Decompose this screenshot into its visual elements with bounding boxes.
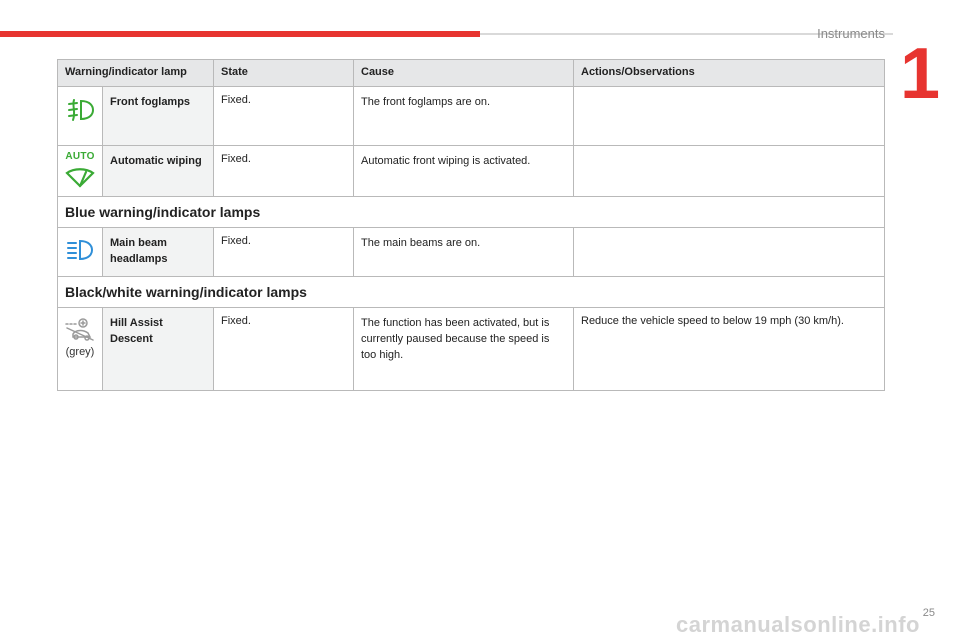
- lamp-icon-cell: [58, 87, 103, 146]
- lamp-action: [574, 146, 885, 197]
- table-row: [58, 228, 885, 277]
- header-accent-bar: [0, 31, 480, 37]
- table-row: [58, 308, 885, 391]
- column-header: Warning/indicator lamp: [58, 60, 214, 87]
- column-header: Actions/Observations: [574, 60, 885, 87]
- front-foglamp-icon: [65, 97, 95, 123]
- lamp-state: Fixed.: [214, 308, 354, 391]
- lamp-action: [574, 228, 885, 277]
- lamp-name: Automatic wiping: [103, 146, 214, 197]
- table-header-row: [58, 60, 885, 87]
- warning-lamps-table: [57, 59, 885, 391]
- auto-label: AUTO: [65, 151, 95, 162]
- lamp-action: Reduce the vehicle speed to below 19 mph (30 km/h).: [574, 308, 885, 391]
- lamp-cause: The main beams are on.: [354, 228, 574, 277]
- table-row: [58, 146, 885, 197]
- lamp-cause: Automatic front wiping is activated.: [354, 146, 574, 197]
- group-title: Blue warning/indicator lamps: [58, 197, 885, 228]
- lamp-icon-cell: [58, 146, 103, 197]
- lamp-cause: The function has been activated, but is currently paused because the speed is too high.: [354, 308, 574, 391]
- group-heading-row: [58, 277, 885, 308]
- lamp-cause: The front foglamps are on.: [354, 87, 574, 146]
- lamp-icon-cell: [58, 228, 103, 277]
- lamp-name: Main beam headlamps: [103, 228, 214, 277]
- section-title: Instruments: [817, 26, 885, 41]
- lamp-icon-cell: [58, 308, 103, 391]
- lamp-state: Fixed.: [214, 228, 354, 277]
- lamp-state: Fixed.: [214, 146, 354, 197]
- lamp-state: Fixed.: [214, 87, 354, 146]
- group-title: Black/white warning/indicator lamps: [58, 277, 885, 308]
- page-number: 25: [922, 607, 935, 619]
- icon-color-note: (grey): [65, 346, 95, 358]
- chapter-number: 1: [900, 34, 941, 114]
- lamp-action: [574, 87, 885, 146]
- column-header: Cause: [354, 60, 574, 87]
- auto-wiper-icon: [64, 166, 96, 190]
- group-heading-row: [58, 197, 885, 228]
- main-beam-icon: [65, 238, 95, 262]
- watermark: carmanualsonline.info: [676, 612, 920, 637]
- hill-assist-descent-icon: [64, 318, 96, 342]
- lamp-name: Hill Assist Descent: [103, 308, 214, 391]
- lamp-name: Front foglamps: [103, 87, 214, 146]
- table-row: [58, 87, 885, 146]
- column-header: State: [214, 60, 354, 87]
